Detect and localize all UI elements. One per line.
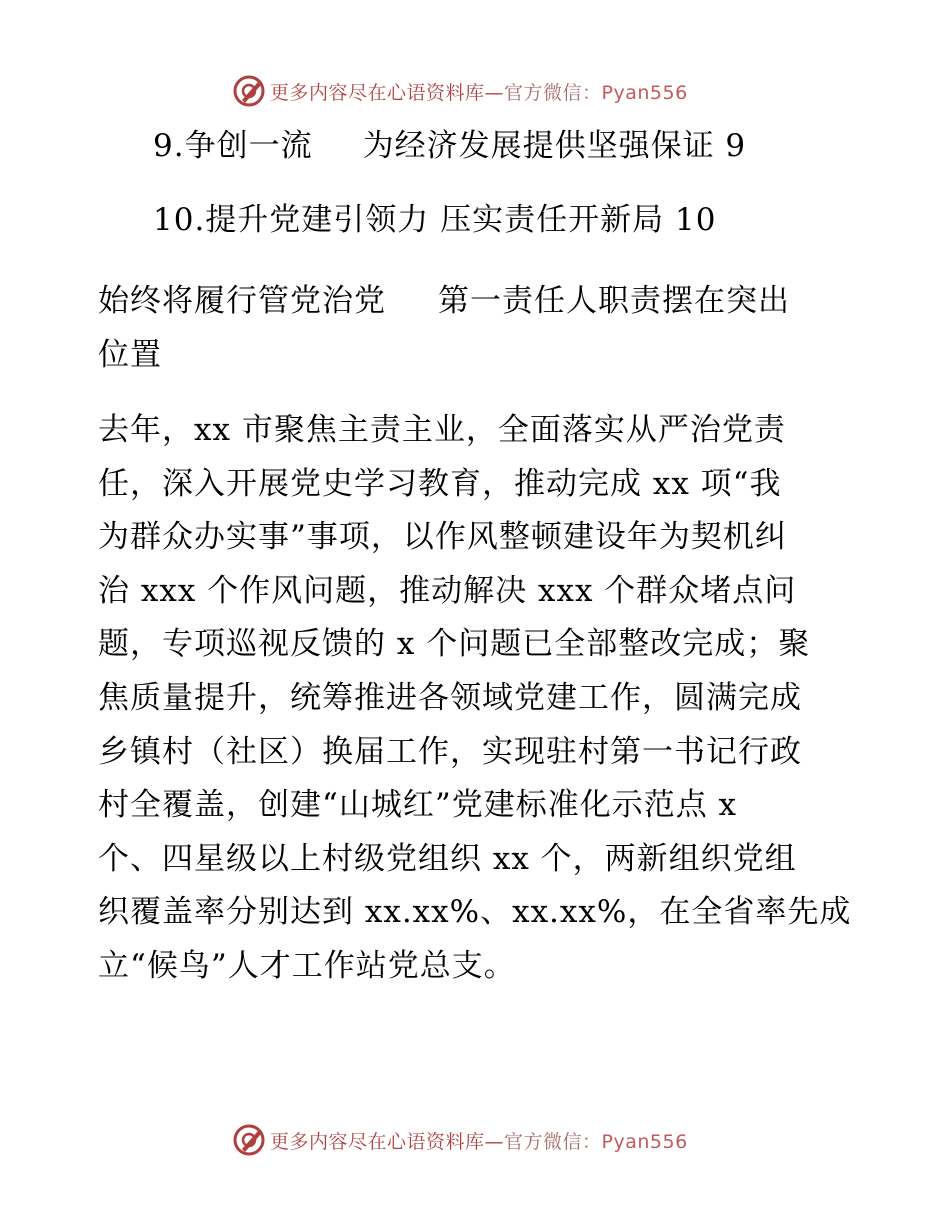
body-paragraph [98,404,868,994]
section-heading-part2: 第一责任人职责摆在突出 [438,283,790,319]
brand-logo-icon [232,74,266,108]
toc-entry-10-text: 10.提升党建引领力 压实责任开新局 10 [153,202,717,238]
paragraph-line: 治 xxx 个作风问题，推动解决 xxx 个群众堵点问 [98,572,797,609]
paragraph-line: 焦质量提升，统筹推进各领域党建工作，圆满完成 [98,679,802,716]
watermark-brand: 更多内容尽在心语资料库 [270,1130,485,1153]
paragraph-line: 去年，xx 市聚焦主责主业，全面落实从严治党责 [98,412,786,448]
paragraph-line: 任，深入开展党史学习教育，推动完成 xx 项“我 [98,465,782,502]
paragraph-line: 为群众办实事”事项，以作风整顿建设年为契机纠 [98,519,787,556]
watermark-text [270,1127,688,1154]
footer-watermark [232,1122,688,1158]
paragraph-line: 个、四星级以上村级党组织 xx 个，两新组织党组 [98,840,797,877]
toc-entry-9 [153,126,746,166]
paragraph-line: 立“候鸟”人才工作站党总支。 [98,947,516,984]
toc-entry-10 [153,200,716,240]
paragraph-line: 村全覆盖，创建“山城红”党建标准化示范点 x [98,787,738,824]
watermark-separator: — [484,81,505,104]
watermark-handle: Pyan556 [601,1130,688,1153]
brand-logo-icon [232,1123,266,1157]
watermark-separator: — [484,1130,505,1153]
watermark-text [270,78,688,105]
paragraph-line: 乡镇村（社区）换届工作，实现驻村第一书记行政 [98,733,802,770]
watermark-handle: Pyan556 [601,81,688,104]
toc-entry-9-part2: 为经济发展提供坚强保证 9 [362,128,747,164]
watermark-official-label: 官方微信： [504,81,602,104]
watermark-brand: 更多内容尽在心语资料库 [270,81,485,104]
paragraph-line: 织覆盖率分别达到 xx.xx%、xx.xx%，在全省率先成 [98,894,852,931]
paragraph-line: 题，专项巡视反馈的 x 个问题已全部整改完成；聚 [98,626,811,663]
toc-entry-9-part1: 9.争创一流 [153,128,313,164]
watermark-official-label: 官方微信： [504,1130,602,1153]
section-heading [98,274,858,382]
section-heading-part1: 始终将履行管党治党 [98,283,386,319]
header-watermark [232,73,688,109]
section-heading-part3: 位置 [98,337,162,373]
